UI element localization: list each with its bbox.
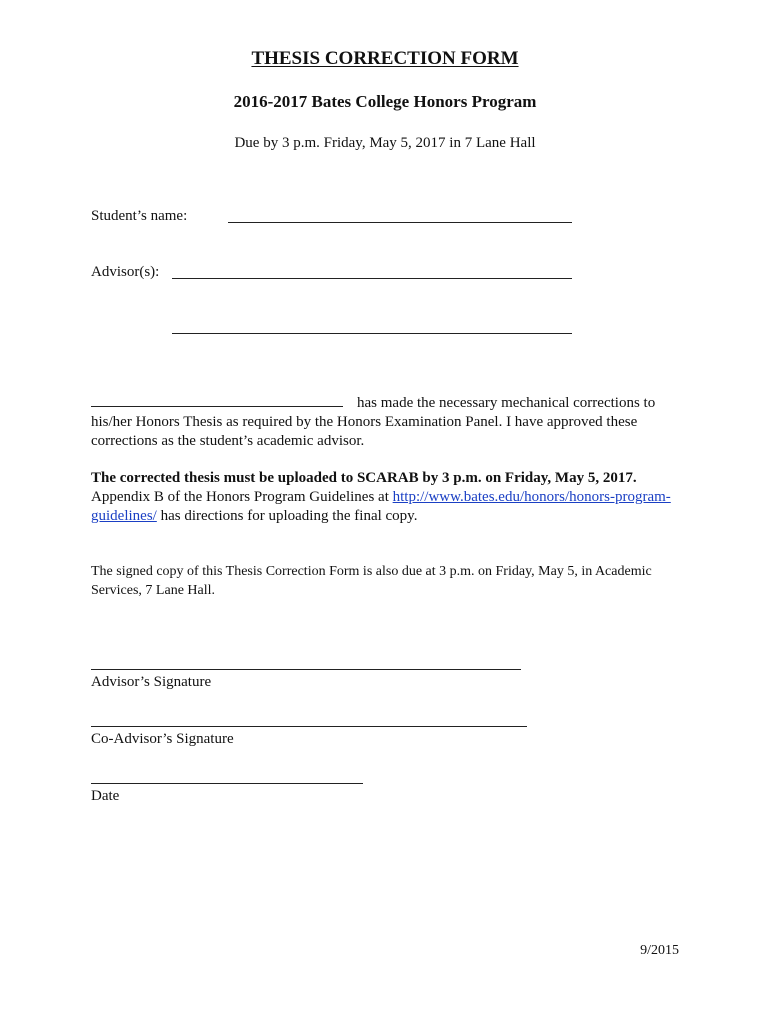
date-label: Date: [91, 788, 120, 804]
advisors-label: Advisor(s):: [91, 264, 160, 280]
date-field[interactable]: [91, 783, 363, 784]
signed-copy-note: The signed copy of this Thesis Correction Form is also due at 3 p.m. on Friday, May 5, in Academic Services, 7 Lane Hall.: [91, 564, 652, 598]
student-name-label: Student’s name:: [91, 208, 188, 224]
form-title: THESIS CORRECTION FORM: [251, 48, 519, 69]
guidelines-link[interactable]: http://www.bates.edu/honors/honors-program-guidelines/: [91, 489, 671, 524]
advisor-field-2[interactable]: [172, 333, 572, 334]
coadvisor-signature-label: Co-Advisor’s Signature: [91, 731, 234, 747]
student-name-blank[interactable]: [91, 394, 343, 407]
upload-text-after-link: has directions for uploading the final copy.: [156, 508, 418, 524]
upload-deadline-text: The corrected thesis must be uploaded to SCARAB by 3 p.m. on Friday, May 5, 2017.: [91, 470, 637, 486]
advisor-field-1[interactable]: [172, 278, 572, 279]
upload-text-before-link: Appendix B of the Honors Program Guidelines at: [91, 489, 393, 505]
advisor-signature-field[interactable]: [91, 669, 521, 670]
coadvisor-signature-field[interactable]: [91, 726, 527, 727]
program-subtitle: 2016-2017 Bates College Honors Program: [233, 92, 537, 111]
upload-instructions: [91, 469, 691, 526]
corrections-statement: [91, 394, 691, 451]
advisor-signature-label: Advisor’s Signature: [91, 674, 212, 690]
form-version: 9/2015: [640, 943, 679, 958]
student-name-field[interactable]: [228, 222, 572, 223]
due-date-line: Due by 3 p.m. Friday, May 5, 2017 in 7 Lane Hall: [234, 135, 536, 151]
statement-text: has made the necessary mechanical corrections to his/her Honors Thesis as required by the Honors Examination Panel. I have approved these corrections as the student’s academic advisor.: [91, 395, 656, 449]
